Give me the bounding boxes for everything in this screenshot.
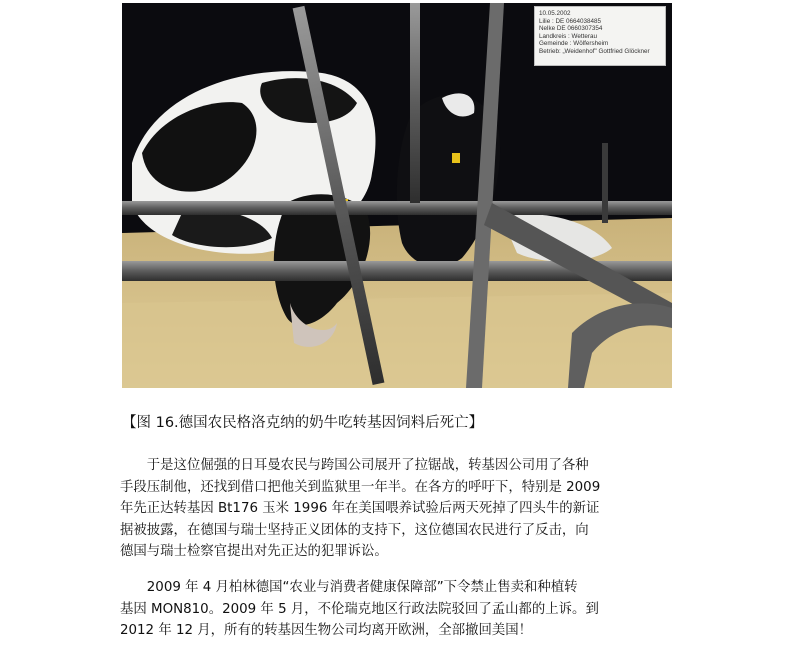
stamp-farm: Betrieb: „Weidenhof" Gottfried Glöckner bbox=[539, 47, 650, 55]
paragraph-1 bbox=[120, 455, 680, 563]
paragraph-1-line: 手段压制他，还找到借口把他关到监狱里一年半。在各方的呼吁下，特别是 2009 bbox=[120, 479, 601, 495]
paragraph-2-line: 2009 年 4 月柏林德国“农业与消费者健康保障部”下令禁止售卖和种植转 bbox=[120, 580, 578, 595]
cow-photo bbox=[122, 3, 672, 388]
paragraph-2-line: 2012 年 12 月，所有的转基因生物公司均离开欧洲，全部撤回美国！ bbox=[120, 623, 533, 638]
stamp-cow-2: Nelke DE 0660307354 bbox=[539, 25, 603, 33]
paragraph-1-line: 德国与瑞士检察官提出对先正达的犯罪诉讼。 bbox=[120, 544, 388, 559]
stamp-cow-1: Lilie : DE 0664038485 bbox=[539, 17, 601, 25]
ear-tag-label bbox=[534, 6, 666, 66]
paragraph-1-line: 据被披露，在德国与瑞士坚持正义团体的支持下，这位德国农民进行了反击，向 bbox=[120, 522, 589, 538]
stamp-district: Landkreis : Wetterau bbox=[539, 32, 597, 40]
figure-caption: 【图 16.德国农民格洛克纳的奶牛吃转基因饲料后死亡】 bbox=[122, 415, 484, 431]
paragraph-1-line: 年先正达转基因 Bt176 玉米 1996 年在美国喂养试验后两天死掉了四头牛的新证 bbox=[120, 501, 600, 516]
stamp-date: 10.05.2002 bbox=[539, 10, 571, 17]
stamp-municipality: Gemeinde : Wölfersheim bbox=[539, 40, 609, 48]
paragraph-2 bbox=[120, 577, 680, 642]
paragraph-1-line: 于是这位倔强的日耳曼农民与跨国公司展开了拉锯战，转基因公司用了各种 bbox=[120, 458, 589, 473]
paragraph-2-line: 基因 MON810。2009 年 5 月，不伦瑞克地区行政法院驳回了孟山都的上诉。到 bbox=[120, 601, 599, 617]
